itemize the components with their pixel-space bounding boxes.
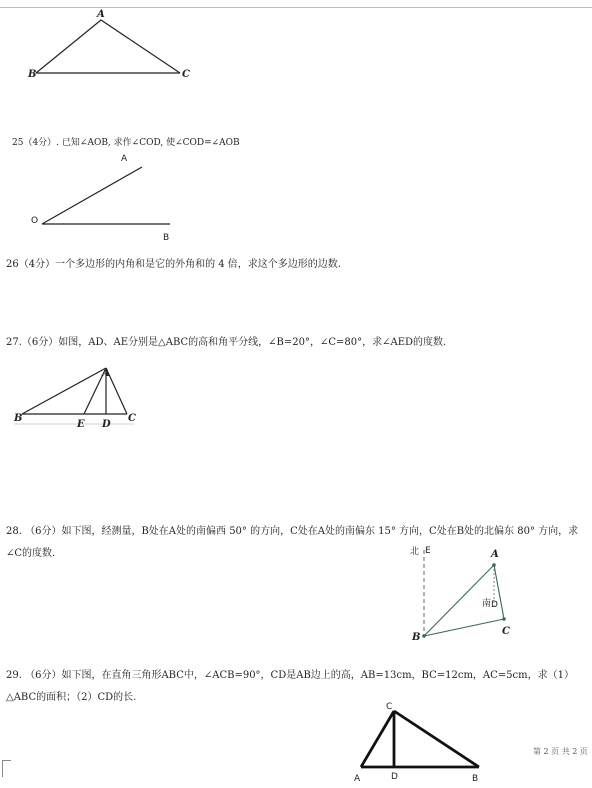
label-c: C: [128, 413, 136, 424]
label-b: B: [412, 632, 421, 643]
label-north: 北: [410, 547, 420, 557]
label-d: D: [102, 419, 111, 430]
label-b: B: [163, 233, 170, 243]
label-c: C: [502, 626, 510, 637]
label-d: D: [491, 600, 498, 610]
page-number-footer: 第 2 页 共 2 页: [533, 747, 588, 756]
question-27: 27.（6分）如图，AD、AE分别是△ABC的高和角平分线，∠B=20°，∠C=80°，求∠AED的度数.: [6, 337, 447, 348]
label-south: 南: [482, 599, 492, 609]
label-e: E: [77, 419, 85, 430]
question-25: 25（4分）. 已知∠AOB, 求作∠COD, 使∠COD=∠AOB: [12, 138, 240, 148]
question-29: 29. （6分）如下图，在直角三角形ABC中，∠ACB=90°，CD是AB边上的高，AB=13cm，BC=12cm，AC=5cm，求（1）△ABC的面积；（2）CD的长.: [6, 670, 574, 703]
label-e: E: [425, 546, 431, 556]
question-28: 28. （6分）如下图，经测量，B处在A处的南偏西 50° 的方向，C处在A处的南偏东 15° 方向，C处在B处的北偏东 80° 方向，求∠C的度数.: [6, 526, 579, 559]
label-o: O: [31, 216, 39, 226]
label-a: A: [121, 154, 128, 164]
label-a: A: [97, 9, 105, 20]
label-a: A: [491, 549, 499, 560]
label-c: C: [182, 69, 190, 80]
label-a: A: [102, 368, 110, 379]
label-b: B: [14, 413, 23, 424]
question-26: 26（4分）一个多边形的内角和是它的外角和的 4 倍，求这个多边形的边数.: [6, 259, 341, 270]
label-a: A: [354, 774, 361, 784]
label-b: B: [472, 774, 479, 784]
label-d: D: [391, 772, 398, 782]
label-c: C: [386, 702, 393, 712]
page-corner-mark: [2, 760, 11, 777]
label-b: B: [28, 69, 37, 80]
